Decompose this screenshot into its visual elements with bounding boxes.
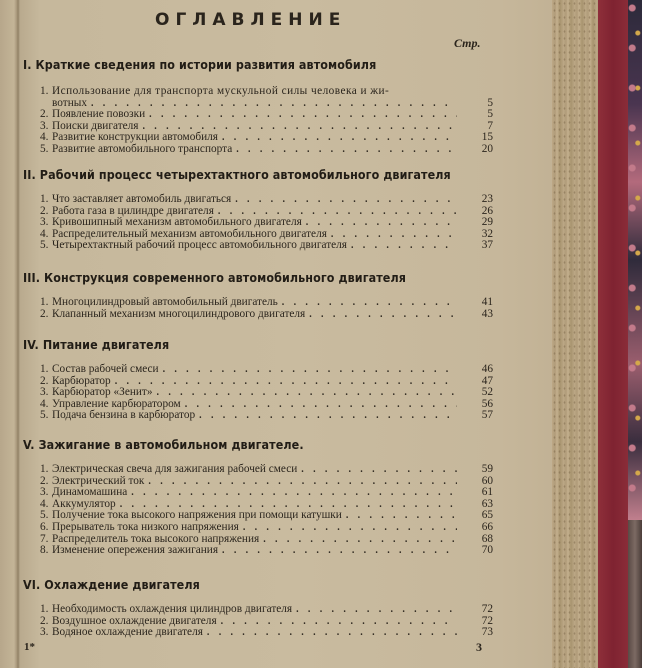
entry-title: Подача бензина в карбюратор — [52, 409, 196, 422]
dot-leader — [221, 616, 457, 628]
toc-entry — [40, 297, 493, 309]
dot-leader — [236, 144, 457, 156]
dot-leader — [306, 217, 457, 229]
entry-title: Прерыватель тока низкого напряжения — [52, 520, 239, 533]
dot-leader — [91, 98, 457, 110]
entry-number: 3. — [40, 216, 49, 229]
entry-page: 37 — [481, 239, 493, 252]
entry-title: Карбюратор — [52, 374, 111, 387]
background-edge — [642, 0, 659, 668]
entry-title: Карбюратор «Зенит» — [52, 386, 153, 399]
dot-leader — [149, 109, 457, 121]
entry-page: 23 — [481, 193, 493, 205]
entry-title: Распределительный механизм автомобильного двигателя — [52, 227, 327, 240]
entry-number: 7. — [40, 532, 49, 545]
chapter-heading: IV. Питание двигателя — [23, 338, 170, 352]
entry-page: 26 — [481, 204, 493, 217]
entry-page: 72 — [481, 603, 493, 615]
dot-leader — [148, 476, 457, 488]
dot-leader — [243, 522, 457, 534]
entry-page: 32 — [481, 227, 493, 240]
entry-number: 2. — [40, 374, 49, 387]
entry-title: Состав рабочей смеси — [52, 363, 159, 375]
entry-title: Кривошипный механизм автомобильного двигателя — [52, 216, 302, 229]
entry-number: 5. — [40, 239, 49, 252]
entry-page: 68 — [481, 532, 493, 545]
dot-leader — [346, 510, 457, 522]
entry-title: Воздушное охлаждение двигателя — [52, 614, 217, 627]
chapter-heading: II. Рабочий процесс четырехтактного автомобильного двигателя — [23, 168, 451, 182]
entry-page: 5 — [487, 96, 493, 109]
page-number: 3 — [476, 640, 482, 654]
toc-entry — [40, 522, 493, 534]
entry-title: Водяное охлаждение двигателя — [52, 626, 203, 639]
dot-leader — [282, 297, 457, 309]
toc-entry — [40, 144, 493, 156]
toc-entry — [40, 309, 493, 321]
entry-title: Получение тока высокого напряжения при помощи катушки — [52, 509, 342, 522]
chapter-heading: III. Конструкция современного автомобильного двигателя — [23, 271, 406, 285]
entry-title: Четырехтактный рабочий процесс автомобильного двигателя — [52, 239, 347, 252]
chapter-heading: V. Зажигание в автомобильном двигателе. — [23, 438, 304, 452]
entry-title: Управление карбюратором — [52, 397, 181, 410]
entry-page: 56 — [481, 397, 493, 410]
signature-mark: 1* — [24, 641, 35, 653]
entry-number: 8. — [40, 544, 49, 557]
entry-page: 72 — [481, 614, 493, 627]
dot-leader — [185, 399, 457, 411]
entry-page: 47 — [481, 374, 493, 387]
entry-page: 60 — [481, 474, 493, 487]
entry-number: 5. — [40, 409, 49, 422]
entry-title: Электрическая свеча для зажигания рабочей смеси — [52, 463, 298, 475]
entry-page: 65 — [481, 509, 493, 522]
dot-leader — [207, 627, 457, 639]
entry-title: Развитие автомобильного транспорта — [52, 142, 233, 155]
dot-leader — [115, 376, 457, 388]
entry-title: Появление повозки — [52, 108, 146, 121]
entry-page: 43 — [481, 307, 493, 320]
entry-page: 70 — [481, 544, 493, 557]
entry-number: 5. — [40, 509, 49, 522]
entry-title: Многоцилиндровый автомобильный двигатель — [52, 296, 278, 308]
dot-leader — [296, 604, 457, 616]
marbled-cover-paper — [628, 0, 642, 520]
entry-title: Электрический ток — [52, 474, 145, 487]
entry-number: 4. — [40, 397, 49, 410]
entry-page: 66 — [481, 520, 493, 533]
dot-leader — [131, 487, 457, 499]
entry-number: 1. — [40, 193, 49, 205]
dot-leader — [351, 240, 457, 252]
entry-title: Необходимость охлаждения цилиндров двигателя — [52, 603, 293, 615]
chapter-3 — [23, 271, 493, 320]
toc-entry — [40, 410, 493, 422]
entry-number: 3. — [40, 119, 49, 132]
entry-page: 7 — [487, 119, 493, 132]
chapter-1 — [23, 58, 493, 156]
entry-page: 20 — [481, 142, 493, 155]
entry-title: Клапанный механизм многоцилиндрового двигателя — [52, 307, 306, 320]
chapter-heading: VI. Охлаждение двигателя — [23, 578, 200, 592]
entry-number: 4. — [40, 497, 49, 510]
toc-entry — [40, 464, 493, 476]
entry-number: 3. — [40, 386, 49, 399]
toc-entry — [40, 545, 493, 557]
entry-page: 46 — [481, 363, 493, 375]
dot-leader — [157, 387, 457, 399]
entry-number: 1. — [40, 603, 49, 615]
entry-title: Динамомашина — [52, 486, 128, 499]
entry-number: 3. — [40, 486, 49, 499]
entry-page: 41 — [481, 296, 493, 308]
entry-number: 4. — [40, 227, 49, 240]
entry-number: 2. — [40, 474, 49, 487]
chapter-6 — [23, 578, 493, 639]
entry-number: 3. — [40, 626, 49, 639]
cover-board-edge — [628, 520, 642, 668]
entry-number: 4. — [40, 131, 49, 144]
entry-title: Использование для транспорта мускульной силы человека и жи- — [52, 85, 390, 97]
entry-title: Изменение опережения зажигания — [52, 544, 219, 557]
toc-entry — [40, 86, 493, 98]
dot-leader — [163, 364, 457, 376]
dot-leader — [309, 309, 457, 321]
dot-leader — [263, 534, 457, 546]
cover-cloth-spine — [598, 0, 628, 668]
entry-number: 6. — [40, 520, 49, 533]
entry-page: 52 — [481, 386, 493, 399]
toc-entry — [40, 194, 493, 206]
entry-number: 2. — [40, 204, 49, 217]
entry-number: 1. — [40, 85, 49, 97]
toc-entry — [40, 604, 493, 616]
entry-number: 1. — [40, 296, 49, 308]
entry-page: 57 — [481, 409, 493, 422]
dot-leader — [222, 132, 457, 144]
dot-leader — [222, 545, 457, 557]
toc-entry — [40, 240, 493, 252]
entry-title: Работа газа в цилиндре двигателя — [52, 204, 214, 217]
entry-page: 73 — [481, 626, 493, 639]
entry-page: 29 — [481, 216, 493, 229]
dot-leader — [199, 410, 457, 422]
entry-number: 1. — [40, 363, 49, 375]
entry-number: 1. — [40, 463, 49, 475]
entry-title: Аккумулятор — [52, 497, 116, 510]
entry-page: 15 — [481, 131, 493, 144]
page-block-edges — [552, 0, 598, 668]
page-column-label: Стр. — [454, 36, 481, 50]
toc-entry — [40, 627, 493, 639]
entry-title: Распределитель тока высокого напряжения — [52, 532, 260, 545]
entry-page: 63 — [481, 497, 493, 510]
entry-title-continuation: вотных — [52, 96, 87, 109]
page-title: ОГЛАВЛЕНИЕ — [155, 10, 347, 30]
dot-leader — [301, 464, 457, 476]
entry-page: 5 — [487, 108, 493, 121]
chapter-5 — [23, 438, 493, 557]
dot-leader — [331, 229, 457, 241]
dot-leader — [235, 194, 457, 206]
entry-number: 2. — [40, 614, 49, 627]
toc-entry — [40, 364, 493, 376]
chapter-4 — [23, 338, 493, 422]
entry-page: 59 — [481, 463, 493, 475]
entry-number: 5. — [40, 142, 49, 155]
entry-title: Что заставляет автомобиль двигаться — [52, 193, 232, 205]
entry-number: 2. — [40, 307, 49, 320]
entry-title: Поиски двигателя — [52, 119, 139, 132]
entry-number: 2. — [40, 108, 49, 121]
chapter-heading: I. Краткие сведения по истории развития автомобиля — [23, 58, 377, 72]
chapter-2 — [23, 168, 493, 252]
entry-page: 61 — [481, 486, 493, 499]
entry-title: Развитие конструкции автомобиля — [52, 131, 218, 144]
